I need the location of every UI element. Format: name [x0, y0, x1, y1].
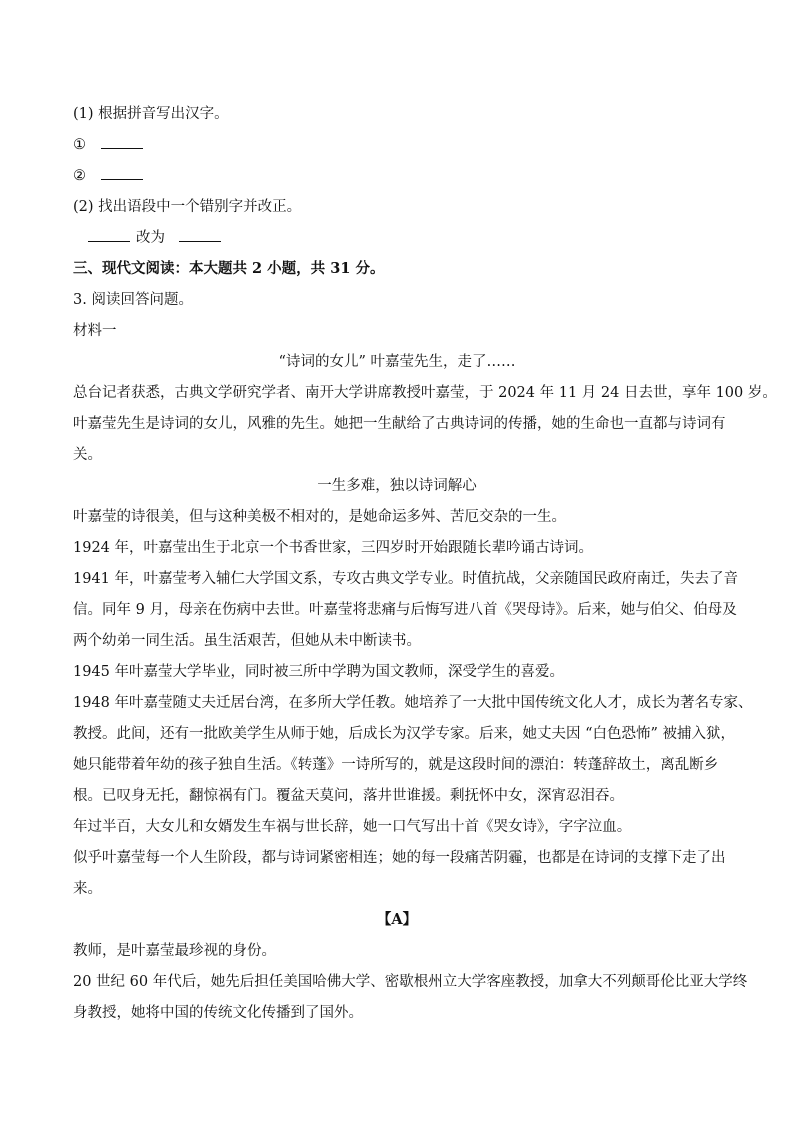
paragraph-1: 总台记者获悉，古典文学研究学者、南开大学讲席教授叶嘉莹，于 2024 年 11 月 24 日去世，享年 100 岁。: [73, 385, 777, 401]
answer-line-1: [73, 135, 723, 155]
question-1-prompt: (1) 根据拼音写出汉字。: [73, 106, 229, 122]
paragraph-9-line-1: 似乎叶嘉莹每一个人生阶段，都与诗词紧密相连；她的每一段痛苦阴霾，也都是在诗词的支撑下走了出: [73, 850, 726, 866]
paragraph-7-line-1: 1948 年叶嘉莹随丈夫迁居台湾，在多所大学任教。她培养了一大批中国传统文化人才，成长为著名专家、: [73, 695, 753, 711]
material-label: 材料一: [73, 323, 117, 339]
paragraph-7-line-4: 根。已叹身无托，翻惊祸有门。覆盆天莫问，落井世谁援。剩抚怀中女，深宵忍泪吞。: [73, 788, 624, 804]
answer-blank-1[interactable]: [101, 136, 143, 149]
correct-char-blank[interactable]: [179, 229, 221, 242]
section-subtitle-1: 一生多难，独以诗词解心: [317, 478, 477, 494]
paragraph-5-line-2: 信。同年 9 月，母亲在伤病中去世。叶嘉莹将悲痛与后悔写进八首《哭母诗》。后来，她与伯父、伯母及: [73, 602, 737, 618]
paragraph-2-line-2: 关。: [73, 447, 102, 463]
answer-line-2: [73, 166, 723, 186]
question-2-prompt: (2) 找出语段中一个错别字并改正。: [73, 199, 302, 215]
item-marker-1: ①: [73, 137, 86, 153]
answer-blank-2[interactable]: [101, 167, 143, 180]
paragraph-2-line-1: 叶嘉莹先生是诗词的女儿，风雅的先生。她把一生献给了古典诗词的传播，她的生命也一直都与诗词有: [73, 416, 726, 432]
paragraph-7-line-3: 她只能带着年幼的孩子独自生活。《转蓬》一诗所写的，就是这段时间的漂泊：转蓬辞故土，离乱断乡: [73, 757, 719, 773]
article-title: “诗词的女儿” 叶嘉莹先生，走了……: [278, 354, 516, 370]
paragraph-10: 教师，是叶嘉莹最珍视的身份。: [73, 943, 276, 959]
paragraph-7-line-2: 教授。此间，还有一批欧美学生从师于她，后成长为汉学专家。后来，她丈夫因 “白色恐怖” 被捕入狱，: [73, 726, 736, 742]
change-to-label: 改为: [136, 230, 165, 246]
paragraph-5-line-3: 两个幼弟一同生活。虽生活艰苦，但她从未中断读书。: [73, 633, 421, 649]
paragraph-8: 年过半百，大女儿和女婿发生车祸与世长辞，她一口气写出十首《哭女诗》，字字泣血。: [73, 819, 632, 835]
paragraph-11-line-2: 身教授，她将中国的传统文化传播到了国外。: [73, 1005, 363, 1021]
correction-line: [82, 228, 732, 248]
paragraph-9-line-2: 来。: [73, 881, 102, 897]
paragraph-11-line-1: 20 世纪 60 年代后，她先后担任美国哈佛大学、密歇根州立大学客座教授，加拿大不列颠哥伦比亚大学终: [73, 974, 748, 990]
question-3-label: 3. 阅读回答问题。: [73, 292, 193, 308]
wrong-char-blank[interactable]: [88, 229, 130, 242]
paragraph-4: 1924 年，叶嘉莹出生于北京一个书香世家，三四岁时开始跟随长辈吟诵古诗词。: [73, 540, 594, 556]
section-heading: 三、现代文阅读：本大题共 2 小题，共 31 分。: [73, 260, 385, 277]
paragraph-5-line-1: 1941 年，叶嘉莹考入辅仁大学国文系，专攻古典文学专业。时值抗战，父亲随国民政府南迁，失去了音: [73, 571, 739, 587]
section-subtitle-2: 【A】: [376, 911, 418, 928]
paragraph-6: 1945 年叶嘉莹大学毕业，同时被三所中学聘为国文教师，深受学生的喜爱。: [73, 664, 565, 680]
paragraph-3: 叶嘉莹的诗很美，但与这种美极不相对的，是她命运多舛、苦厄交杂的一生。: [73, 509, 566, 525]
item-marker-2: ②: [73, 168, 86, 184]
